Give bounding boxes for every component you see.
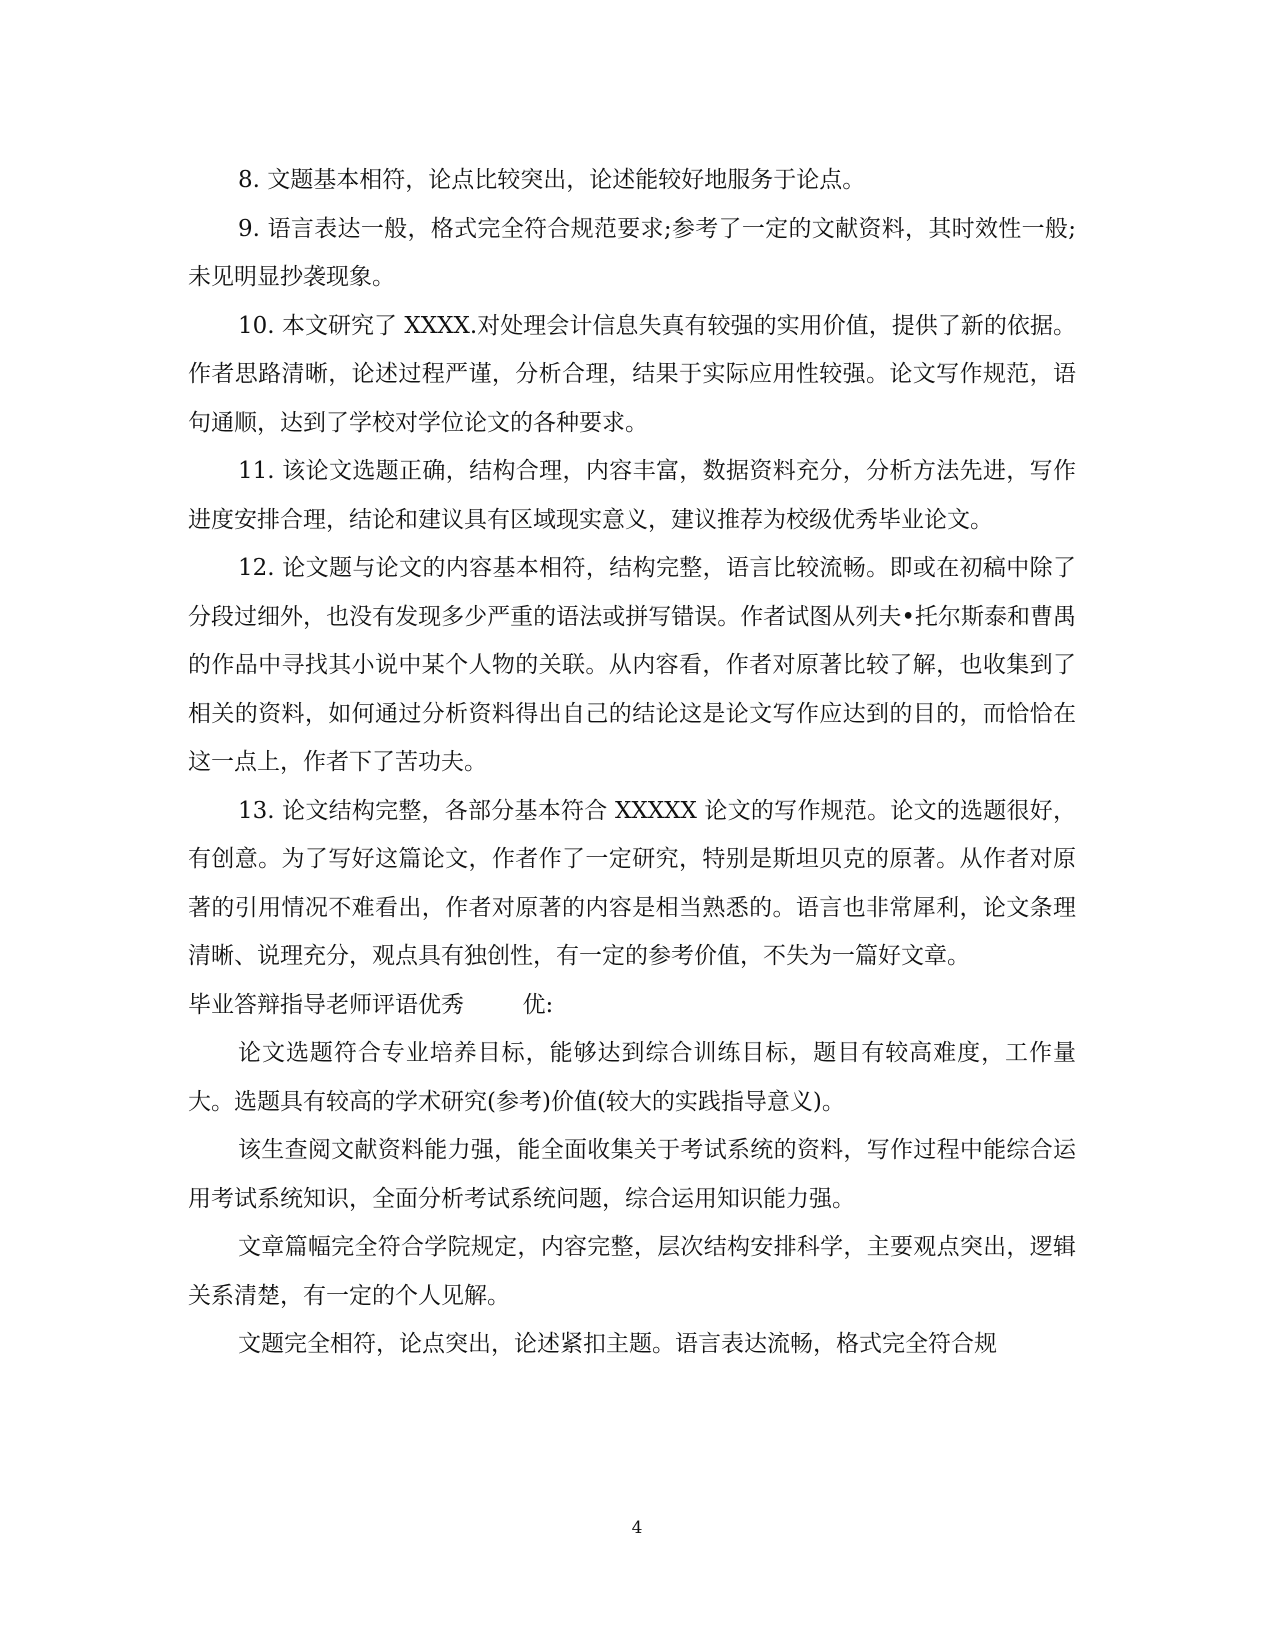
paragraph-item-13: 13. 论文结构完整，各部分基本符合 XXXXX 论文的写作规范。论文的选题很好，有创意。为了写好这篇论文，作者作了一定研究，特别是斯坦贝克的原著。从作者对原著的引用情况不难看出，作者对原著的内容是相当熟悉的。语言也非常犀利，论文条理清晰、说理充分，观点具有独创性，有一定的参考价值，不失为一篇好文章。 bbox=[188, 797, 1076, 969]
section-paragraph: 该生查阅文献资料能力强，能全面收集关于考试系统的资料，写作过程中能综合运用考试系统知识，全面分析考试系统问题，综合运用知识能力强。 bbox=[188, 1137, 1076, 1212]
paragraph-item-10: 10. 本文研究了 XXXX.对处理会计信息失真有较强的实用价值，提供了新的依据。作者思路清晰，论述过程严谨，分析合理，结果于实际应用性较强。论文写作规范，语句通顺，达到了学校对学位论文的各种要求。 bbox=[188, 312, 1076, 436]
section-paragraph: 文题完全相符，论点突出，论述紧扣主题。语言表达流畅，格式完全符合规 bbox=[238, 1331, 997, 1357]
paragraph-item-12: 12. 论文题与论文的内容基本相符，结构完整，语言比较流畅。即或在初稿中除了分段过细外，也没有发现多少严重的语法或拼写错误。作者试图从列夫•托尔斯泰和曹禺的作品中寻找其小说中某个人物的关联。从内容看，作者对原著比较了解，也收集到了相关的资料，如何通过分析资料得出自己的结论这是论文写作应达到的目的，而恰恰在这一点上，作者下了苦功夫。 bbox=[188, 555, 1076, 775]
page-number: 4 bbox=[631, 1518, 643, 1538]
paragraph-item-9: 9. 语言表达一般，格式完全符合规范要求;参考了一定的文献资料，其时效性一般;未见明显抄袭现象。 bbox=[188, 215, 1076, 290]
section-paragraph: 论文选题符合专业培养目标，能够达到综合训练目标，题目有较高难度，工作量大。选题具有较高的学术研究(参考)价值(较大的实践指导意义)。 bbox=[188, 1040, 1076, 1115]
paragraph-item-11: 11. 该论文选题正确，结构合理，内容丰富，数据资料充分，分析方法先进，写作进度安排合理，结论和建议具有区域现实意义，建议推荐为校级优秀毕业论文。 bbox=[188, 458, 1076, 533]
paragraph-item-8: 8. 文题基本相符，论点比较突出，论述能较好地服务于论点。 bbox=[238, 167, 866, 193]
document-body bbox=[188, 156, 1076, 1369]
section-heading bbox=[188, 981, 1076, 1030]
section-paragraph: 文章篇幅完全符合学院规定，内容完整，层次结构安排科学，主要观点突出，逻辑关系清楚，有一定的个人见解。 bbox=[188, 1234, 1076, 1309]
section-grade: 优: bbox=[522, 991, 554, 1018]
section-heading-text: 毕业答辩指导老师评语优秀 bbox=[188, 991, 464, 1018]
